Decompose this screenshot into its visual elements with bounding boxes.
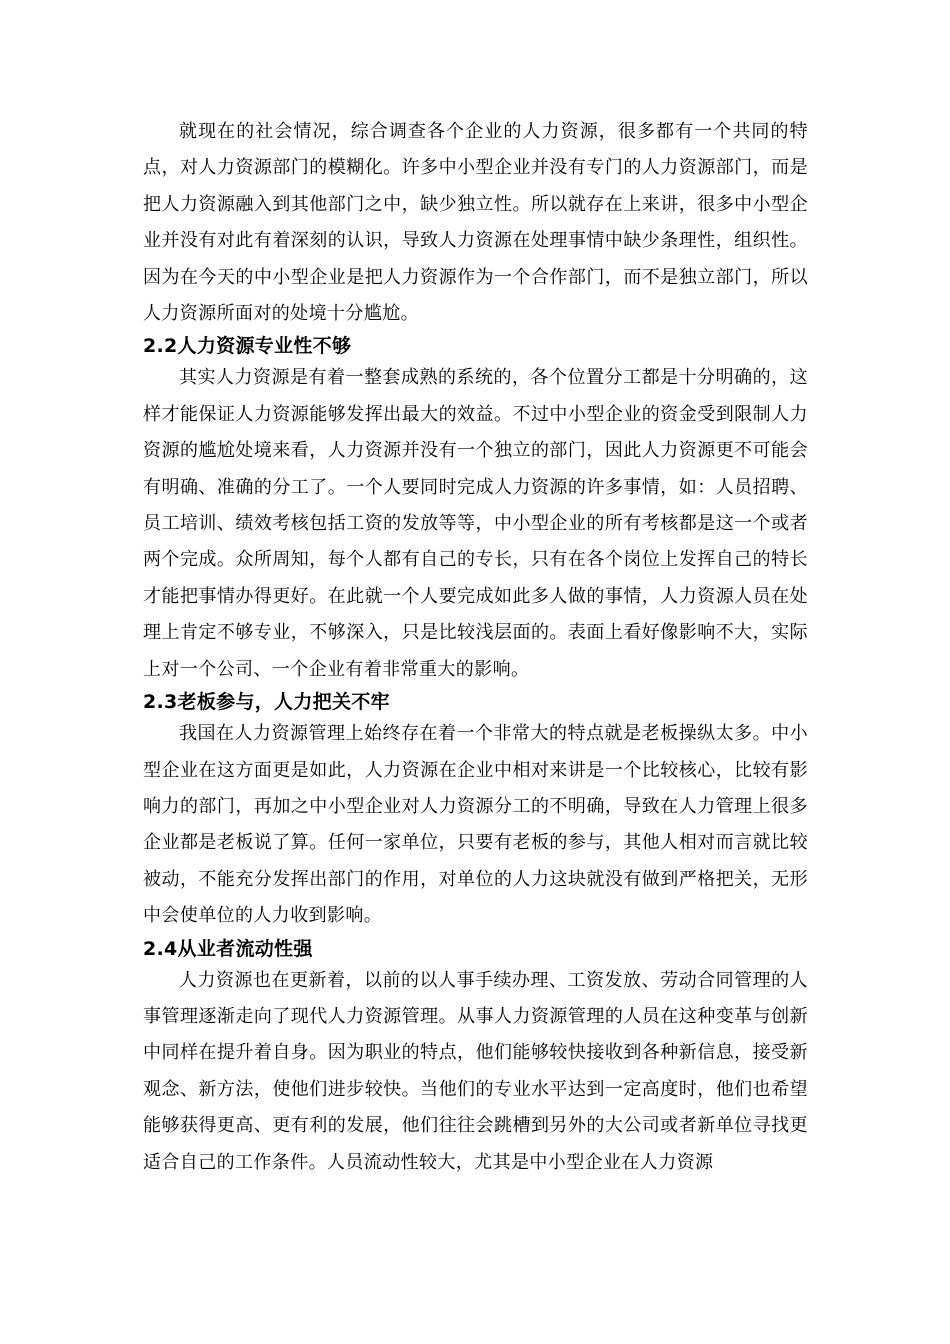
section-heading-2-3: 2.3老板参与，人力把关不牢 — [143, 691, 390, 714]
paragraph-section-2-4: 人力资源也在更新着，以前的以人事手续办理、工资发放、劳动合同管理的人事管理逐渐走向了现代人力资源管理。从事人力资源管理的人员在这种变革与创新中同样在提升着自身。因为职业的特点，他们能够较快接收到各种新信息，接受新观念、新方法，使他们进步较快。当他们的专业水平达到一定高度时，他们也希望能够获得更高、更有利的发展，他们往往会跳槽到另外的大公司或者新单位寻找更适合自己的工作条件。人员流动性较大，尤其是中小型企业在人力资源 — [143, 969, 808, 1173]
paragraph-section-2-3: 我国在人力资源管理上始终存在着一个非常大的特点就是老板操纵太多。中小型企业在这方面更是如此，人力资源在企业中相对来讲是一个比较核心，比较有影响力的部门，再加之中小型企业对人力资源分工的不明确，导致在人力管理上很多企业都是老板说了算。任何一家单位，只要有老板的参与，其他人相对而言就比较被动，不能充分发挥出部门的作用，对单位的人力这块就没有做到严格把关，无形中会使单位的人力收到影响。 — [143, 723, 808, 927]
document-body — [143, 114, 808, 1181]
paragraph-intro: 就现在的社会情况，综合调查各个企业的人力资源，很多都有一个共同的特点，对人力资源部门的模糊化。许多中小型企业并没有专门的人力资源部门，而是把人力资源融入到其他部门之中，缺少独立性。所以就存在上来讲，很多中小型企业并没有对此有着深刻的认识，导致人力资源在处理事情中缺少条理性，组织性。因为在今天的中小型企业是把人力资源作为一个合作部门，而不是独立部门，所以人力资源所面对的处境十分尴尬。 — [143, 121, 808, 325]
section-heading-2-4: 2.4从业者流动性强 — [143, 937, 313, 960]
section-heading-2-2: 2.2人力资源专业性不够 — [143, 335, 352, 358]
paragraph-section-2-2: 其实人力资源是有着一整套成熟的系统的，各个位置分工都是十分明确的，这样才能保证人力资源能够发挥出最大的效益。不过中小型企业的资金受到限制人力资源的尴尬处境来看，人力资源并没有一个独立的部门，因此人力资源更不可能会有明确、准确的分工了。一个人要同时完成人力资源的许多事情，如：人员招聘、员工培训、绩效考核包括工资的发放等等，中小型企业的所有考核都是这一个或者两个完成。众所周知，每个人都有自己的专长，只有在各个岗位上发挥自己的特长才能把事情办得更好。在此就一个人要完成如此多人做的事情，人力资源人员在处理上肯定不够专业，不够深入，只是比较浅层面的。表面上看好像影响不大，实际上对一个公司、一个企业有着非常重大的影响。 — [143, 367, 808, 680]
